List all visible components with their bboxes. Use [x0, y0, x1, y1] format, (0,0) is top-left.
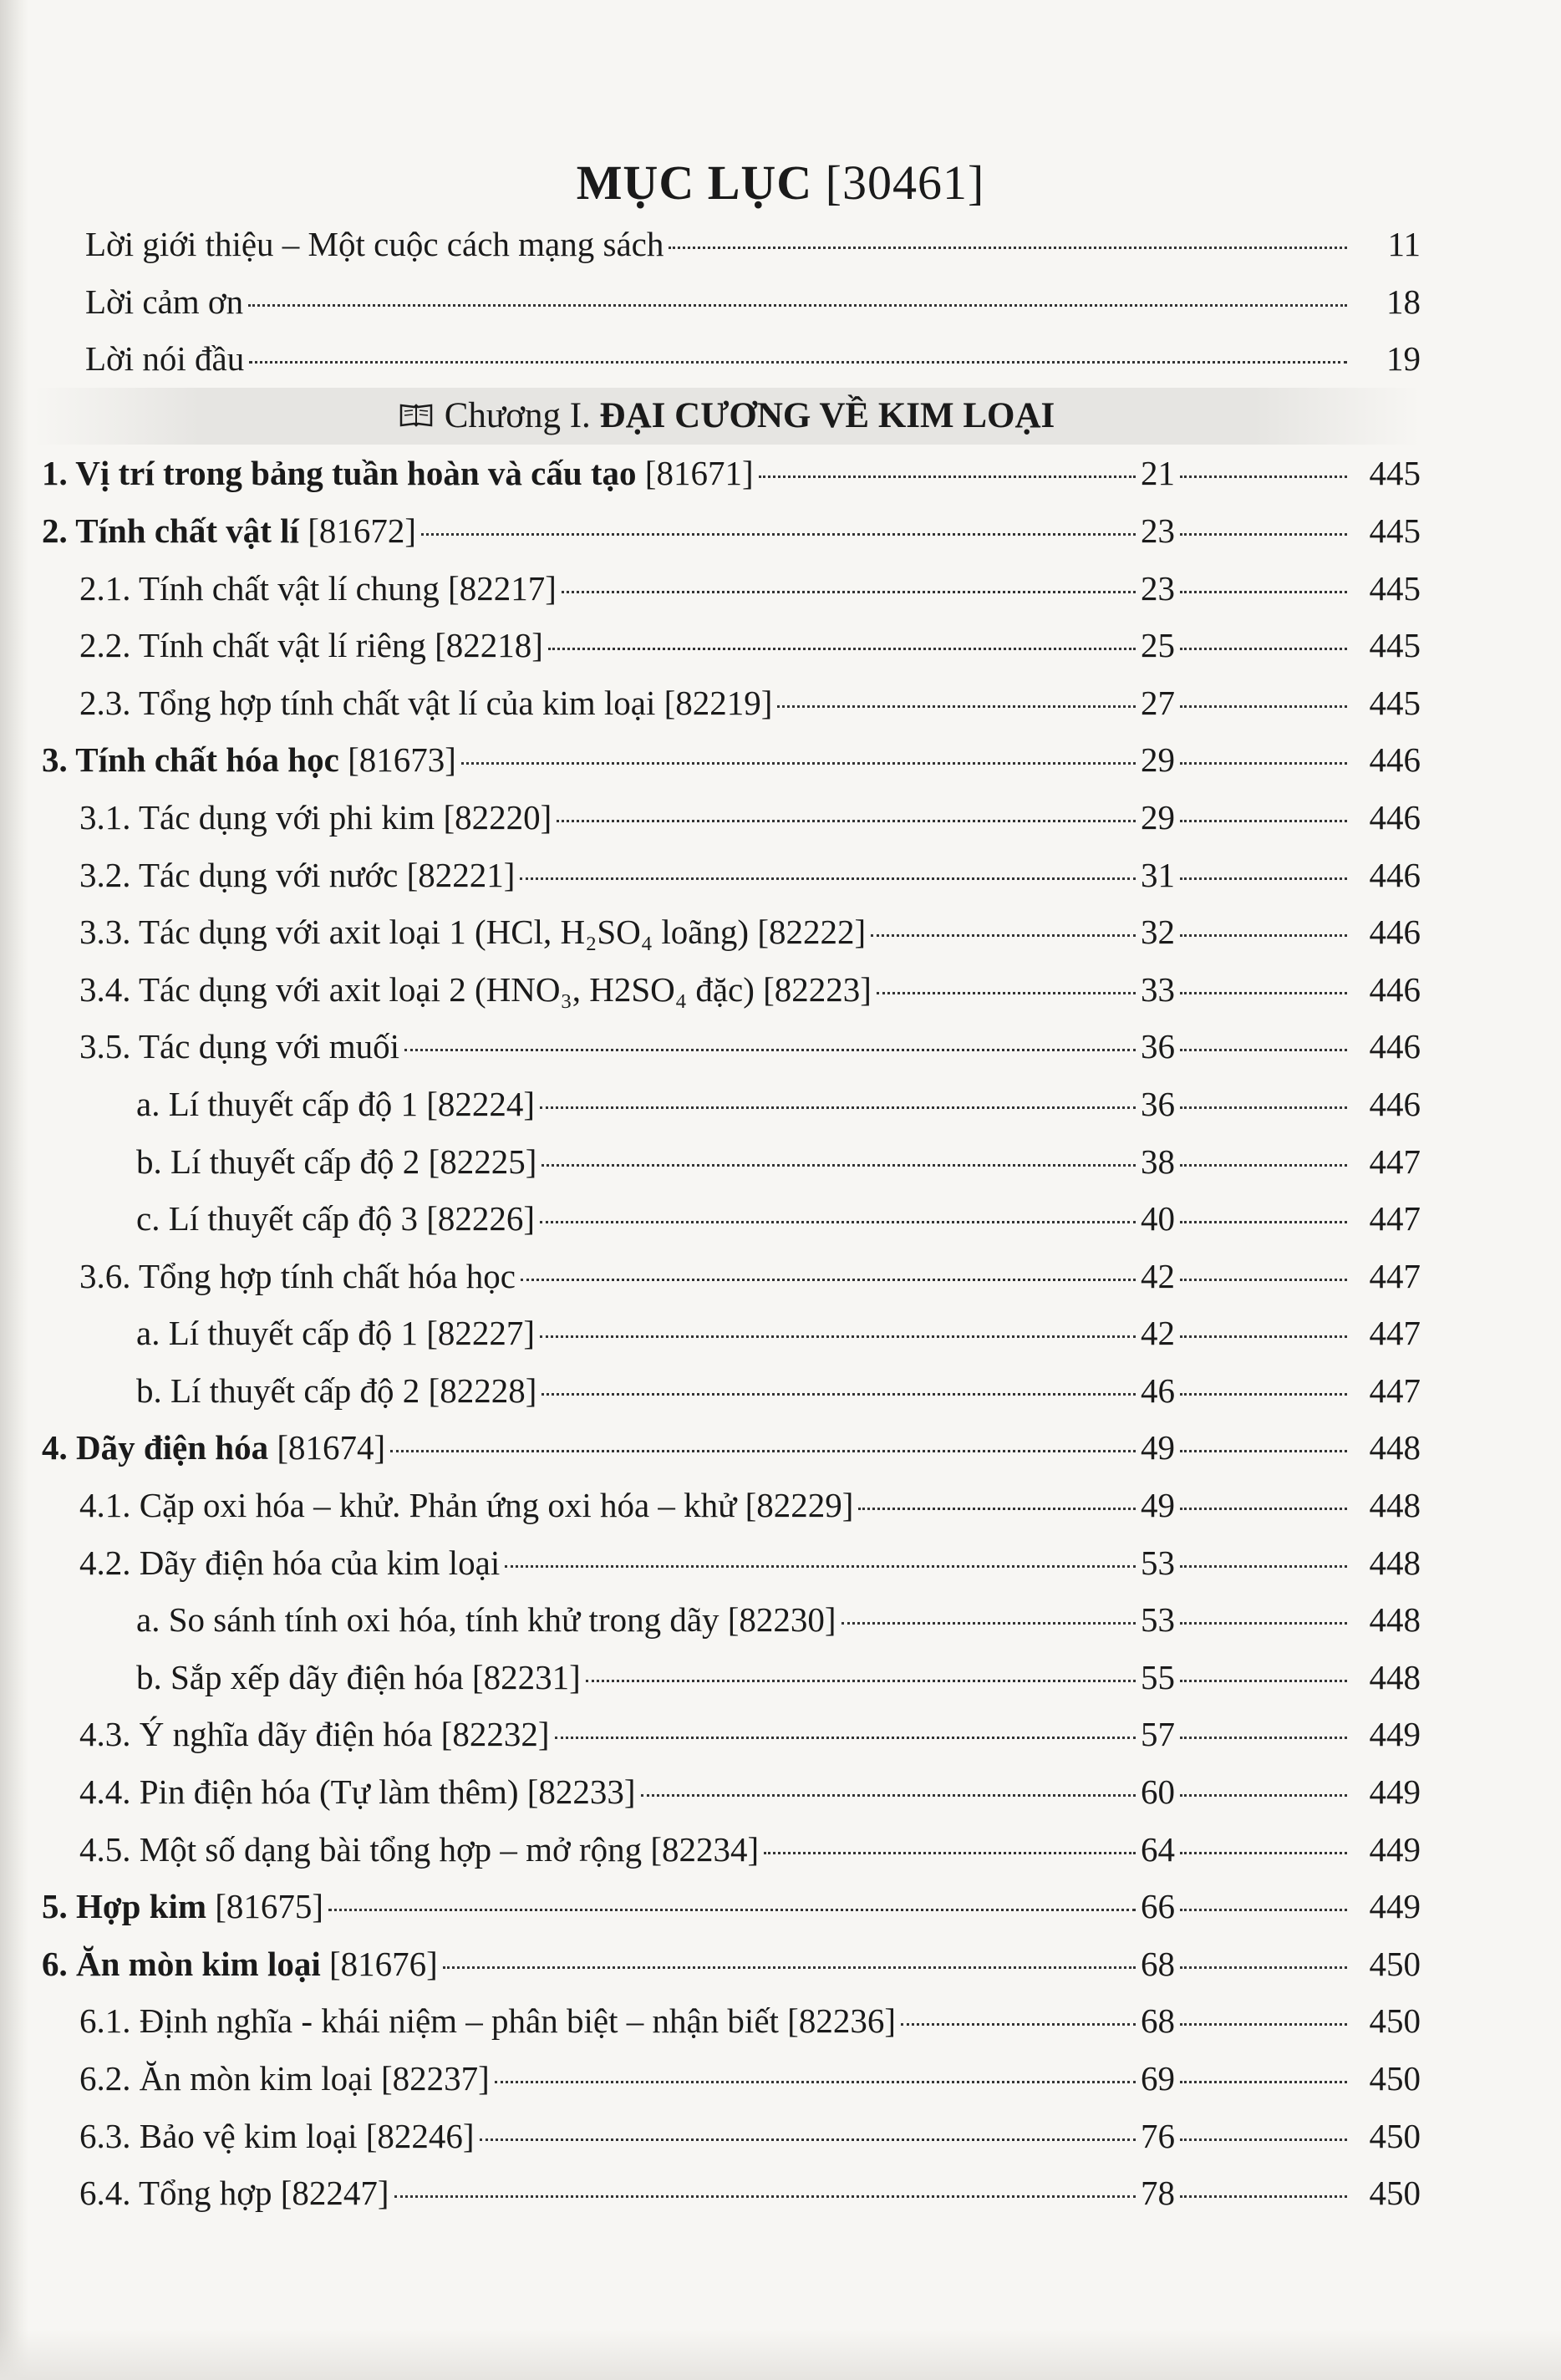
- dot-leader: [901, 2023, 1136, 2026]
- toc-entry: [33, 445, 1421, 502]
- entry-label: [42, 502, 416, 560]
- dot-leader: [249, 361, 1347, 364]
- entry-label: Lời cảm ơn: [85, 282, 244, 321]
- entry-page-answer: 447: [1369, 1371, 1421, 1410]
- entry-page-answer: 446: [1369, 1027, 1421, 1066]
- toc-entry: [33, 1649, 1421, 1706]
- toc-entry: [33, 1248, 1421, 1305]
- dot-leader: [542, 1393, 1136, 1396]
- entry-page-answer: 445: [1369, 454, 1421, 493]
- entry-title: a. Lí thuyết cấp độ 1 [82224]: [136, 1084, 536, 1123]
- entry-page-answer: 446: [1369, 855, 1421, 894]
- toc-entry: [33, 731, 1421, 789]
- entry-label: [42, 731, 456, 789]
- entry-title: 6.3. Bảo vệ kim loại [82246]: [79, 2116, 475, 2155]
- dot-leader: [557, 820, 1136, 822]
- toc-entry: [33, 502, 1421, 560]
- toc-entry: [33, 1133, 1421, 1191]
- dot-leader: [669, 247, 1347, 249]
- entry-label: Lời giới thiệu – Một cuộc cách mạng sách: [85, 225, 664, 263]
- entry-page-answer: 448: [1369, 1657, 1421, 1696]
- entry-title: 3.1. Tác dụng với phi kim [82220]: [79, 797, 552, 837]
- entry-label: [79, 2108, 475, 2165]
- entry-label: [79, 2050, 490, 2108]
- entry-title: 5. Hợp kim: [42, 1887, 206, 1926]
- entry-label: [42, 1935, 438, 1993]
- entry-label: [79, 1706, 550, 1763]
- front-matter-item: [33, 216, 1421, 273]
- entry-page-answer: 450: [1369, 1944, 1421, 1983]
- table-of-contents: [33, 216, 1421, 2222]
- entry-title: 4.3. Ý nghĩa dãy điện hóa [82232]: [79, 1715, 550, 1754]
- dot-leader: [1180, 591, 1347, 593]
- dot-leader: [1180, 1106, 1347, 1109]
- entry-page: 49: [1141, 1428, 1175, 1467]
- entry-title: 2.2. Tính chất vật lí riêng [82218]: [79, 626, 543, 665]
- entry-page: 11: [1387, 225, 1421, 263]
- front-matter-item: [33, 330, 1421, 388]
- entry-page: 29: [1141, 797, 1175, 837]
- toc-entry: [33, 1419, 1421, 1477]
- entry-label: [79, 903, 866, 961]
- entry-page: 23: [1141, 511, 1175, 550]
- book-icon: [399, 389, 433, 416]
- entry-page: 76: [1141, 2116, 1175, 2155]
- dot-leader: [548, 648, 1136, 650]
- entry-page-answer: 445: [1369, 683, 1421, 722]
- toc-entry: [33, 674, 1421, 732]
- entry-page: 42: [1141, 1256, 1175, 1295]
- dot-leader: [1180, 1622, 1347, 1625]
- entry-page-answer: 446: [1369, 913, 1421, 952]
- entry-page: 57: [1141, 1715, 1175, 1754]
- entry-page: 25: [1141, 626, 1175, 665]
- toc-entry: [33, 2108, 1421, 2165]
- entry-page-answer: 445: [1369, 568, 1421, 608]
- dot-leader: [1180, 2081, 1347, 2083]
- dot-leader: [586, 1680, 1136, 1682]
- chapter-heading: [33, 388, 1421, 445]
- entry-title: 4.4. Pin điện hóa (Tự làm thêm) [82233]: [79, 1772, 636, 1812]
- toc-entry: [33, 1821, 1421, 1879]
- dot-leader: [1180, 2023, 1347, 2026]
- dot-leader: [1180, 533, 1347, 536]
- toc-entry: [33, 789, 1421, 847]
- entry-page-answer: 449: [1369, 1887, 1421, 1926]
- dot-leader: [562, 591, 1136, 593]
- toc-entry: [33, 2164, 1421, 2222]
- toc-entry: [33, 617, 1421, 674]
- entry-page: 23: [1141, 568, 1175, 608]
- dot-leader: [764, 1852, 1136, 1854]
- entry-label: [79, 617, 543, 674]
- dot-leader: [1180, 705, 1347, 708]
- dot-leader: [520, 877, 1136, 880]
- toc-entry: [33, 560, 1421, 618]
- dot-leader: [1180, 1335, 1347, 1338]
- entry-label: [42, 445, 754, 502]
- entry-page: 46: [1141, 1371, 1175, 1410]
- entry-title: 3.6. Tổng hợp tính chất hóa học: [79, 1256, 516, 1295]
- entry-page-answer: 447: [1369, 1314, 1421, 1353]
- dot-leader: [1180, 475, 1347, 478]
- toc-entry: [33, 1992, 1421, 2050]
- entry-page-answer: 449: [1369, 1829, 1421, 1869]
- toc-entry: [33, 1935, 1421, 1993]
- toc-entry: [33, 1706, 1421, 1763]
- entry-page-answer: 446: [1369, 1084, 1421, 1123]
- page-edge-shadow: [0, 0, 28, 2380]
- entry-page: 60: [1141, 1772, 1175, 1812]
- entry-page-answer: 450: [1369, 2174, 1421, 2213]
- entry-page: 68: [1141, 2001, 1175, 2041]
- entry-page-answer: 446: [1369, 969, 1421, 1009]
- entry-code: [81674]: [277, 1428, 386, 1467]
- dot-leader: [1180, 1164, 1347, 1167]
- dot-leader: [248, 304, 1347, 307]
- toc-entry: [33, 2050, 1421, 2108]
- entry-page: 36: [1141, 1084, 1175, 1123]
- entry-title: 3.2. Tác dụng với nước [82221]: [79, 855, 516, 894]
- dot-leader: [1180, 1852, 1347, 1854]
- entry-page-answer: 450: [1369, 2059, 1421, 2098]
- entry-title: 3.4. Tác dụng với axit loại 2 (HNO₃, H2SO₄ đặc) [82223]: [79, 969, 872, 1009]
- dot-leader: [328, 1909, 1136, 1911]
- entry-label: [42, 1878, 323, 1935]
- dot-leader: [842, 1622, 1136, 1625]
- entry-page-answer: 447: [1369, 1199, 1421, 1238]
- entry-page: 53: [1141, 1600, 1175, 1640]
- entry-label: [79, 674, 772, 732]
- entry-page-answer: 450: [1369, 2116, 1421, 2155]
- toc-entry: [33, 1763, 1421, 1821]
- entry-title: 4. Dãy điện hóa: [42, 1428, 269, 1467]
- entry-code: [81672]: [308, 511, 417, 550]
- entry-code: [81671]: [644, 454, 754, 493]
- entry-page: 27: [1141, 683, 1175, 722]
- toc-entries: [33, 445, 1421, 2221]
- dot-leader: [521, 1279, 1136, 1281]
- entry-page: 55: [1141, 1657, 1175, 1696]
- toc-entry: [33, 1304, 1421, 1362]
- entry-title: 6.4. Tổng hợp [82247]: [79, 2174, 389, 2213]
- entry-title: 4.1. Cặp oxi hóa – khử. Phản ứng oxi hóa – khử [82229]: [79, 1486, 854, 1525]
- entry-label: [136, 1133, 536, 1191]
- dot-leader: [540, 1221, 1136, 1223]
- dot-leader: [1180, 1393, 1347, 1396]
- entry-page: 42: [1141, 1314, 1175, 1353]
- entry-page-answer: 448: [1369, 1428, 1421, 1467]
- entry-label: [79, 2164, 389, 2222]
- dot-leader: [877, 992, 1136, 994]
- toc-entry: [33, 1018, 1421, 1076]
- entry-page-answer: 447: [1369, 1256, 1421, 1295]
- toc-entry: [33, 903, 1421, 961]
- entry-page: 33: [1141, 969, 1175, 1009]
- dot-leader: [1180, 1450, 1347, 1452]
- entry-label: [79, 1534, 500, 1592]
- dot-leader: [1180, 1909, 1347, 1911]
- dot-leader: [1180, 1565, 1347, 1568]
- dot-leader: [641, 1794, 1136, 1797]
- entry-page: 53: [1141, 1543, 1175, 1582]
- chapter-title: ĐẠI CƯƠNG VỀ KIM LOẠI: [599, 395, 1055, 435]
- dot-leader: [480, 2138, 1136, 2141]
- dot-leader: [1180, 1221, 1347, 1223]
- entry-page-answer: 448: [1369, 1543, 1421, 1582]
- entry-title: c. Lí thuyết cấp độ 3 [82226]: [136, 1199, 536, 1238]
- entry-label: [79, 560, 557, 618]
- entry-label: [79, 1018, 399, 1076]
- entry-label: [79, 961, 872, 1019]
- entry-code: [81676]: [329, 1944, 438, 1983]
- entry-label: [79, 1992, 896, 2050]
- entry-title: b. Sắp xếp dãy điện hóa [82231]: [136, 1657, 581, 1696]
- entry-page-answer: 446: [1369, 797, 1421, 837]
- entry-title: 4.5. Một số dạng bài tổng hợp – mở rộng [82234]: [79, 1829, 760, 1869]
- entry-page: 36: [1141, 1027, 1175, 1066]
- entry-title: 6.2. Ăn mòn kim loại [82237]: [79, 2059, 490, 2098]
- front-matter: [33, 216, 1421, 388]
- entry-title: 3. Tính chất hóa học: [42, 740, 339, 780]
- dot-leader: [1180, 992, 1347, 994]
- dot-leader: [858, 1508, 1136, 1510]
- entry-page-answer: 445: [1369, 511, 1421, 550]
- dot-leader: [1180, 1737, 1347, 1739]
- entry-page: 18: [1386, 282, 1421, 321]
- entry-label: [136, 1649, 581, 1706]
- entry-page: 19: [1386, 339, 1421, 379]
- dot-leader: [1180, 1279, 1347, 1281]
- bottom-shadow: [0, 2330, 1561, 2380]
- entry-label: [79, 789, 552, 847]
- entry-title: 2.3. Tổng hợp tính chất vật lí của kim loại [82219]: [79, 683, 773, 722]
- entry-title: a. So sánh tính oxi hóa, tính khử trong dãy [82230]: [136, 1600, 836, 1640]
- entry-page: 38: [1141, 1142, 1175, 1181]
- entry-title: 2.1. Tính chất vật lí chung [82217]: [79, 568, 557, 608]
- toc-entry: [33, 1362, 1421, 1420]
- entry-page-answer: 448: [1369, 1600, 1421, 1640]
- entry-page: 49: [1141, 1486, 1175, 1525]
- title-code: [30461]: [825, 155, 985, 210]
- dot-leader: [1180, 762, 1347, 765]
- entry-title: a. Lí thuyết cấp độ 1 [82227]: [136, 1314, 536, 1353]
- entry-title: 4.2. Dãy điện hóa của kim loại: [79, 1543, 501, 1582]
- entry-page-answer: 446: [1369, 740, 1421, 780]
- toc-entry: [33, 1477, 1421, 1534]
- entry-title: 3.5. Tác dụng với muối: [79, 1027, 400, 1066]
- dot-leader: [1180, 1508, 1347, 1510]
- entry-title: 3.3. Tác dụng với axit loại 1 (HCl, H₂SO₄ loãng) [82222]: [79, 913, 867, 952]
- entry-label: [79, 1821, 759, 1879]
- dot-leader: [540, 1335, 1136, 1338]
- entry-page: 32: [1141, 913, 1175, 952]
- dot-leader: [759, 475, 1136, 478]
- dot-leader: [1180, 2195, 1347, 2198]
- dot-leader: [1180, 877, 1347, 880]
- entry-page: 78: [1141, 2174, 1175, 2213]
- dot-leader: [421, 533, 1136, 536]
- entry-label: [79, 847, 515, 904]
- dot-leader: [404, 1049, 1136, 1051]
- toc-entry: [33, 1591, 1421, 1649]
- dot-leader: [1180, 1794, 1347, 1797]
- dot-leader: [540, 1106, 1136, 1109]
- entry-code: [81673]: [348, 740, 456, 780]
- dot-leader: [1180, 1049, 1347, 1051]
- entry-label: [42, 1419, 385, 1477]
- dot-leader: [777, 705, 1136, 708]
- dot-leader: [1180, 2138, 1347, 2141]
- toc-entry: [33, 1190, 1421, 1248]
- front-matter-item: [33, 273, 1421, 331]
- entry-page: 68: [1141, 1944, 1175, 1983]
- dot-leader: [555, 1737, 1136, 1739]
- entry-page: 29: [1141, 740, 1175, 780]
- entry-label: [79, 1248, 516, 1305]
- entry-label: [79, 1763, 636, 1821]
- entry-page-answer: 449: [1369, 1772, 1421, 1812]
- toc-entry: [33, 961, 1421, 1019]
- entry-label: Lời nói đầu: [85, 339, 245, 379]
- entry-page-answer: 450: [1369, 2001, 1421, 2041]
- toc-entry: [33, 847, 1421, 904]
- entry-label: [136, 1591, 836, 1649]
- entry-page: 31: [1141, 855, 1175, 894]
- entry-label: [136, 1362, 536, 1420]
- toc-entry: [33, 1878, 1421, 1935]
- entry-title: 6. Ăn mòn kim loại: [42, 1944, 321, 1983]
- entry-page-answer: 445: [1369, 626, 1421, 665]
- page-title: [0, 155, 1561, 211]
- entry-page: 40: [1141, 1199, 1175, 1238]
- entry-title: 2. Tính chất vật lí: [42, 511, 299, 550]
- entry-code: [81675]: [215, 1887, 324, 1926]
- dot-leader: [443, 1966, 1136, 1969]
- entry-page: 21: [1141, 454, 1175, 493]
- dot-leader: [542, 1164, 1136, 1167]
- dot-leader: [1180, 1966, 1347, 1969]
- dot-leader: [1180, 648, 1347, 650]
- entry-page-answer: 447: [1369, 1142, 1421, 1181]
- entry-title: 1. Vị trí trong bảng tuần hoàn và cấu tạo: [42, 454, 637, 493]
- entry-label: [136, 1304, 535, 1362]
- entry-page-answer: 448: [1369, 1486, 1421, 1525]
- dot-leader: [390, 1450, 1136, 1452]
- entry-page: 66: [1141, 1887, 1175, 1926]
- dot-leader: [871, 934, 1136, 937]
- dot-leader: [1180, 934, 1347, 937]
- dot-leader: [1180, 1680, 1347, 1682]
- entry-label: [79, 1477, 853, 1534]
- toc-entry: [33, 1534, 1421, 1592]
- entry-label: [136, 1190, 535, 1248]
- dot-leader: [394, 2195, 1136, 2198]
- toc-entry: [33, 1076, 1421, 1133]
- dot-leader: [461, 762, 1136, 765]
- entry-page: 64: [1141, 1829, 1175, 1869]
- dot-leader: [1180, 820, 1347, 822]
- title-text: MỤC LỤC: [576, 155, 813, 210]
- chapter-prefix: Chương I.: [444, 395, 591, 435]
- entry-page: 69: [1141, 2059, 1175, 2098]
- entry-title: 6.1. Định nghĩa - khái niệm – phân biệt – nhận biết [82236]: [79, 2001, 896, 2041]
- entry-title: b. Lí thuyết cấp độ 2 [82225]: [136, 1142, 537, 1181]
- dot-leader: [495, 2081, 1136, 2083]
- entry-title: b. Lí thuyết cấp độ 2 [82228]: [136, 1371, 537, 1410]
- entry-page-answer: 449: [1369, 1715, 1421, 1754]
- entry-label: [136, 1076, 535, 1133]
- dot-leader: [505, 1565, 1136, 1568]
